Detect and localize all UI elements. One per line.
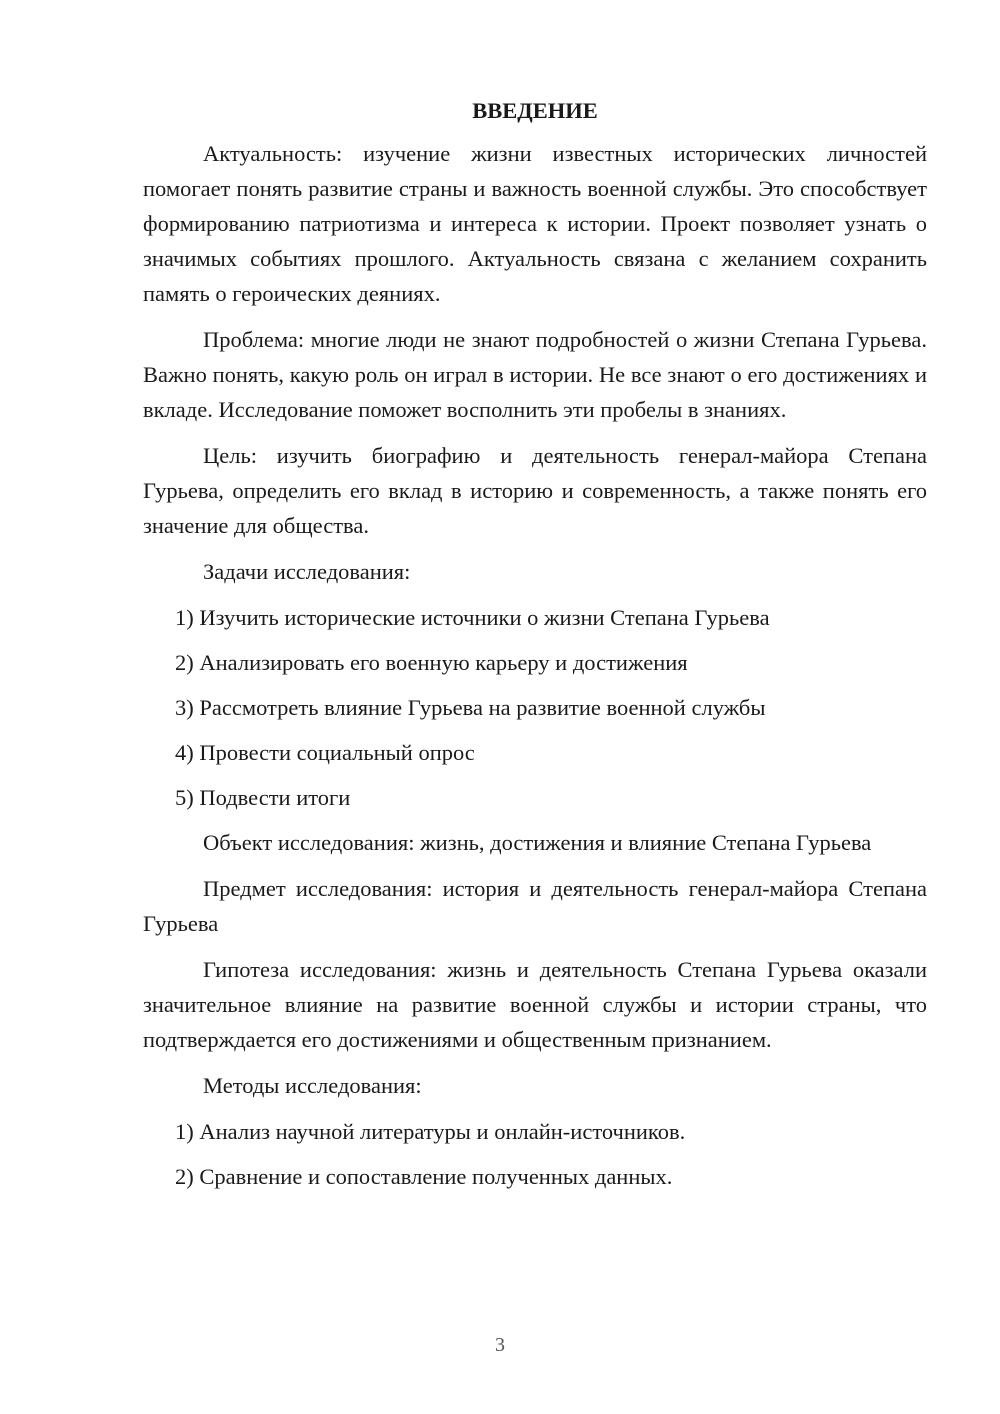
subject-paragraph: Предмет исследования: история и деятельность генерал-майора Степана Гурьева	[143, 876, 927, 936]
relevance-paragraph: Актуальность: изучение жизни известных исторических личностей помогает понять развитие страны и важность военной службы. Это способствует формированию патриотизма и интереса к истории. Проект позволяет узнать о значимых событиях прошлого. Актуальность связана с желанием сохранить память о героических деяниях.	[143, 141, 927, 306]
object-paragraph: Объект исследования: жизнь, достижения и влияние Степана Гурьева	[203, 830, 872, 855]
hypothesis-paragraph: Гипотеза исследования: жизнь и деятельность Степана Гурьева оказали значительное влияние на развитие военной службы и истории страны, что подтверждается его достижениями и общественным признанием.	[143, 957, 927, 1052]
task-item-2: 2) Анализировать его военную карьеру и достижения	[175, 650, 688, 675]
page-number: 3	[495, 1334, 505, 1356]
task-item-4: 4) Провести социальный опрос	[175, 740, 475, 765]
task-item-1: 1) Изучить исторические источники о жизни Степана Гурьева	[175, 605, 770, 630]
tasks-heading: Задачи исследования:	[203, 559, 411, 584]
method-item-2: 2) Сравнение и сопоставление полученных данных.	[175, 1164, 673, 1189]
task-item-3: 3) Рассмотреть влияние Гурьева на развитие военной службы	[175, 695, 766, 720]
problem-paragraph: Проблема: многие люди не знают подробностей о жизни Степана Гурьева. Важно понять, какую роль он играл в истории. Не все знают о его достижениях и вкладе. Исследование поможет восполнить эти пробелы в знаниях.	[143, 327, 927, 422]
page-content	[143, 96, 927, 1204]
goal-paragraph: Цель: изучить биографию и деятельность генерал-майора Степана Гурьева, определить его вклад в историю и современность, а также понять его значение для общества.	[143, 443, 927, 538]
task-item-5: 5) Подвести итоги	[175, 785, 351, 810]
method-item-1: 1) Анализ научной литературы и онлайн-источников.	[175, 1119, 686, 1144]
methods-heading: Методы исследования:	[203, 1073, 422, 1098]
page-title: ВВЕДЕНИЕ	[472, 98, 598, 123]
